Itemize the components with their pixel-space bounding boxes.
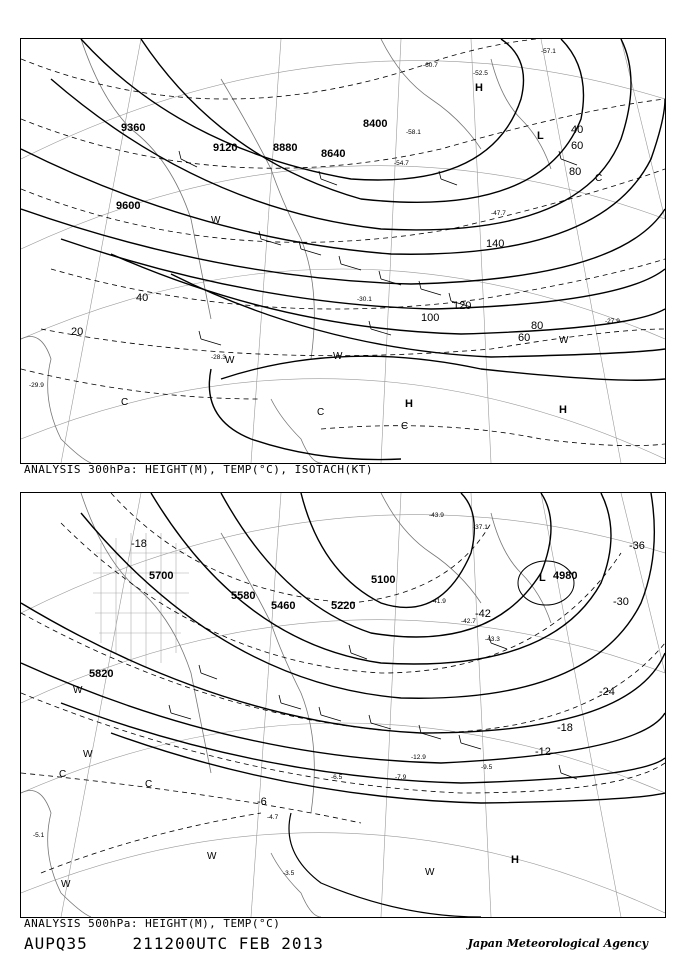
map-500hpa-canvas	[21, 493, 665, 917]
temp-value: -7.9	[395, 774, 407, 781]
height-label: 5460	[271, 600, 296, 612]
graticule	[21, 493, 665, 917]
temp-value: -41.9	[431, 598, 446, 605]
temp-value: -4.7	[267, 814, 279, 821]
graticule	[21, 39, 665, 463]
height-label: 5700	[149, 570, 174, 582]
chart-identifier	[24, 934, 358, 953]
high-center: H	[559, 404, 567, 416]
temp-value: -52.5	[473, 70, 488, 77]
warm-center: W	[61, 879, 71, 890]
high-center: H	[475, 82, 483, 94]
temp-value: -58.1	[406, 129, 421, 136]
warm-center: W	[83, 749, 93, 760]
caption-500hpa: ANALYSIS 500hPa: HEIGHT(M), TEMP(°C)	[24, 917, 281, 930]
map-panel-500hpa	[20, 492, 666, 918]
isotherms	[21, 39, 665, 446]
height-label: 5100	[371, 574, 396, 586]
high-center: H	[511, 854, 519, 866]
temp-value: -6.5	[331, 774, 343, 781]
isotherm-label: -6	[257, 796, 267, 808]
temp-value: -28.3	[211, 354, 226, 361]
isotach-label: 80	[569, 166, 582, 178]
temp-value: -42.7	[461, 618, 476, 625]
map-300hpa-canvas	[21, 39, 665, 463]
warm-center: W	[207, 851, 217, 862]
high-center: H	[405, 398, 413, 410]
warm-center: W	[73, 685, 83, 696]
height-label: 5220	[331, 600, 356, 612]
isotach-label: 60	[518, 332, 531, 344]
height-label: 5820	[89, 668, 114, 680]
temp-value: -30.1	[357, 296, 372, 303]
isotach-label: 40	[571, 124, 584, 136]
height-label: 9600	[116, 200, 141, 212]
height-label: 9120	[213, 142, 238, 154]
warm-center: W	[225, 355, 235, 366]
isotherm-label: -24	[599, 686, 615, 698]
cold-center: C	[121, 397, 129, 408]
chart-code: AUPQ35	[24, 934, 88, 953]
isotherm-label: -18	[557, 722, 573, 734]
warm-center: W	[425, 867, 435, 878]
isotach-label: 20	[71, 326, 84, 338]
temp-value: -43.9	[429, 512, 444, 519]
height-label: 8640	[321, 148, 346, 160]
height-contour-south	[209, 369, 401, 460]
height-label: 4980	[553, 570, 578, 582]
coastlines	[21, 493, 551, 917]
low-center: L	[537, 130, 544, 142]
height-contours	[21, 493, 665, 803]
isotherm-label: -30	[613, 596, 629, 608]
temp-value: -5.1	[33, 832, 45, 839]
isotach-label: 40	[136, 292, 149, 304]
warm-center: W	[333, 351, 343, 362]
warm-center: W	[211, 215, 221, 226]
temp-value: -27.9	[605, 318, 620, 325]
height-label: 5580	[231, 590, 256, 602]
isotherm-label: -42	[475, 608, 491, 620]
temp-value: -29.9	[29, 382, 44, 389]
low-closed-contour	[518, 561, 574, 605]
temp-value: -37.1	[473, 524, 488, 531]
agency-name: Japan Meteorological Agency	[467, 937, 648, 950]
temp-value: -60.7	[423, 62, 438, 69]
temp-value: -47.7	[491, 210, 506, 217]
temp-value: -12.9	[411, 754, 426, 761]
map-panel-300hpa	[20, 38, 666, 464]
isotach-label: 80	[531, 320, 544, 332]
height-label: 9360	[121, 122, 146, 134]
temp-value: -57.1	[541, 48, 556, 55]
isotherm-label: -12	[535, 746, 551, 758]
cold-center: C	[401, 421, 409, 432]
caption-300hpa: ANALYSIS 300hPa: HEIGHT(M), TEMP(°C), ISOTACH(KT)	[24, 463, 374, 476]
isotherm-label: -36	[629, 540, 645, 552]
isotach-label: 120	[453, 300, 472, 312]
cold-center: C	[595, 173, 603, 184]
temp-value: -3.5	[283, 870, 295, 877]
dewpoint-hatching	[93, 533, 189, 668]
height-label: 8400	[363, 118, 388, 130]
temp-value: -54.7	[394, 160, 409, 167]
temp-value: -9.5	[481, 764, 493, 771]
isotherms	[21, 493, 665, 873]
cold-center: C	[145, 779, 153, 790]
cold-center: C	[59, 769, 67, 780]
isotach-label: 140	[486, 238, 505, 250]
isotach-label: 100	[421, 312, 440, 324]
isotherm-label: -18	[131, 538, 147, 550]
low-center: L	[539, 572, 546, 584]
warm-center: W	[559, 335, 569, 346]
cold-center: C	[317, 407, 325, 418]
isotach-label: 60	[571, 140, 584, 152]
chart-datetime: 211200UTC FEB 2013	[132, 934, 324, 953]
height-label: 8880	[273, 142, 298, 154]
temp-value: -43.3	[485, 636, 500, 643]
